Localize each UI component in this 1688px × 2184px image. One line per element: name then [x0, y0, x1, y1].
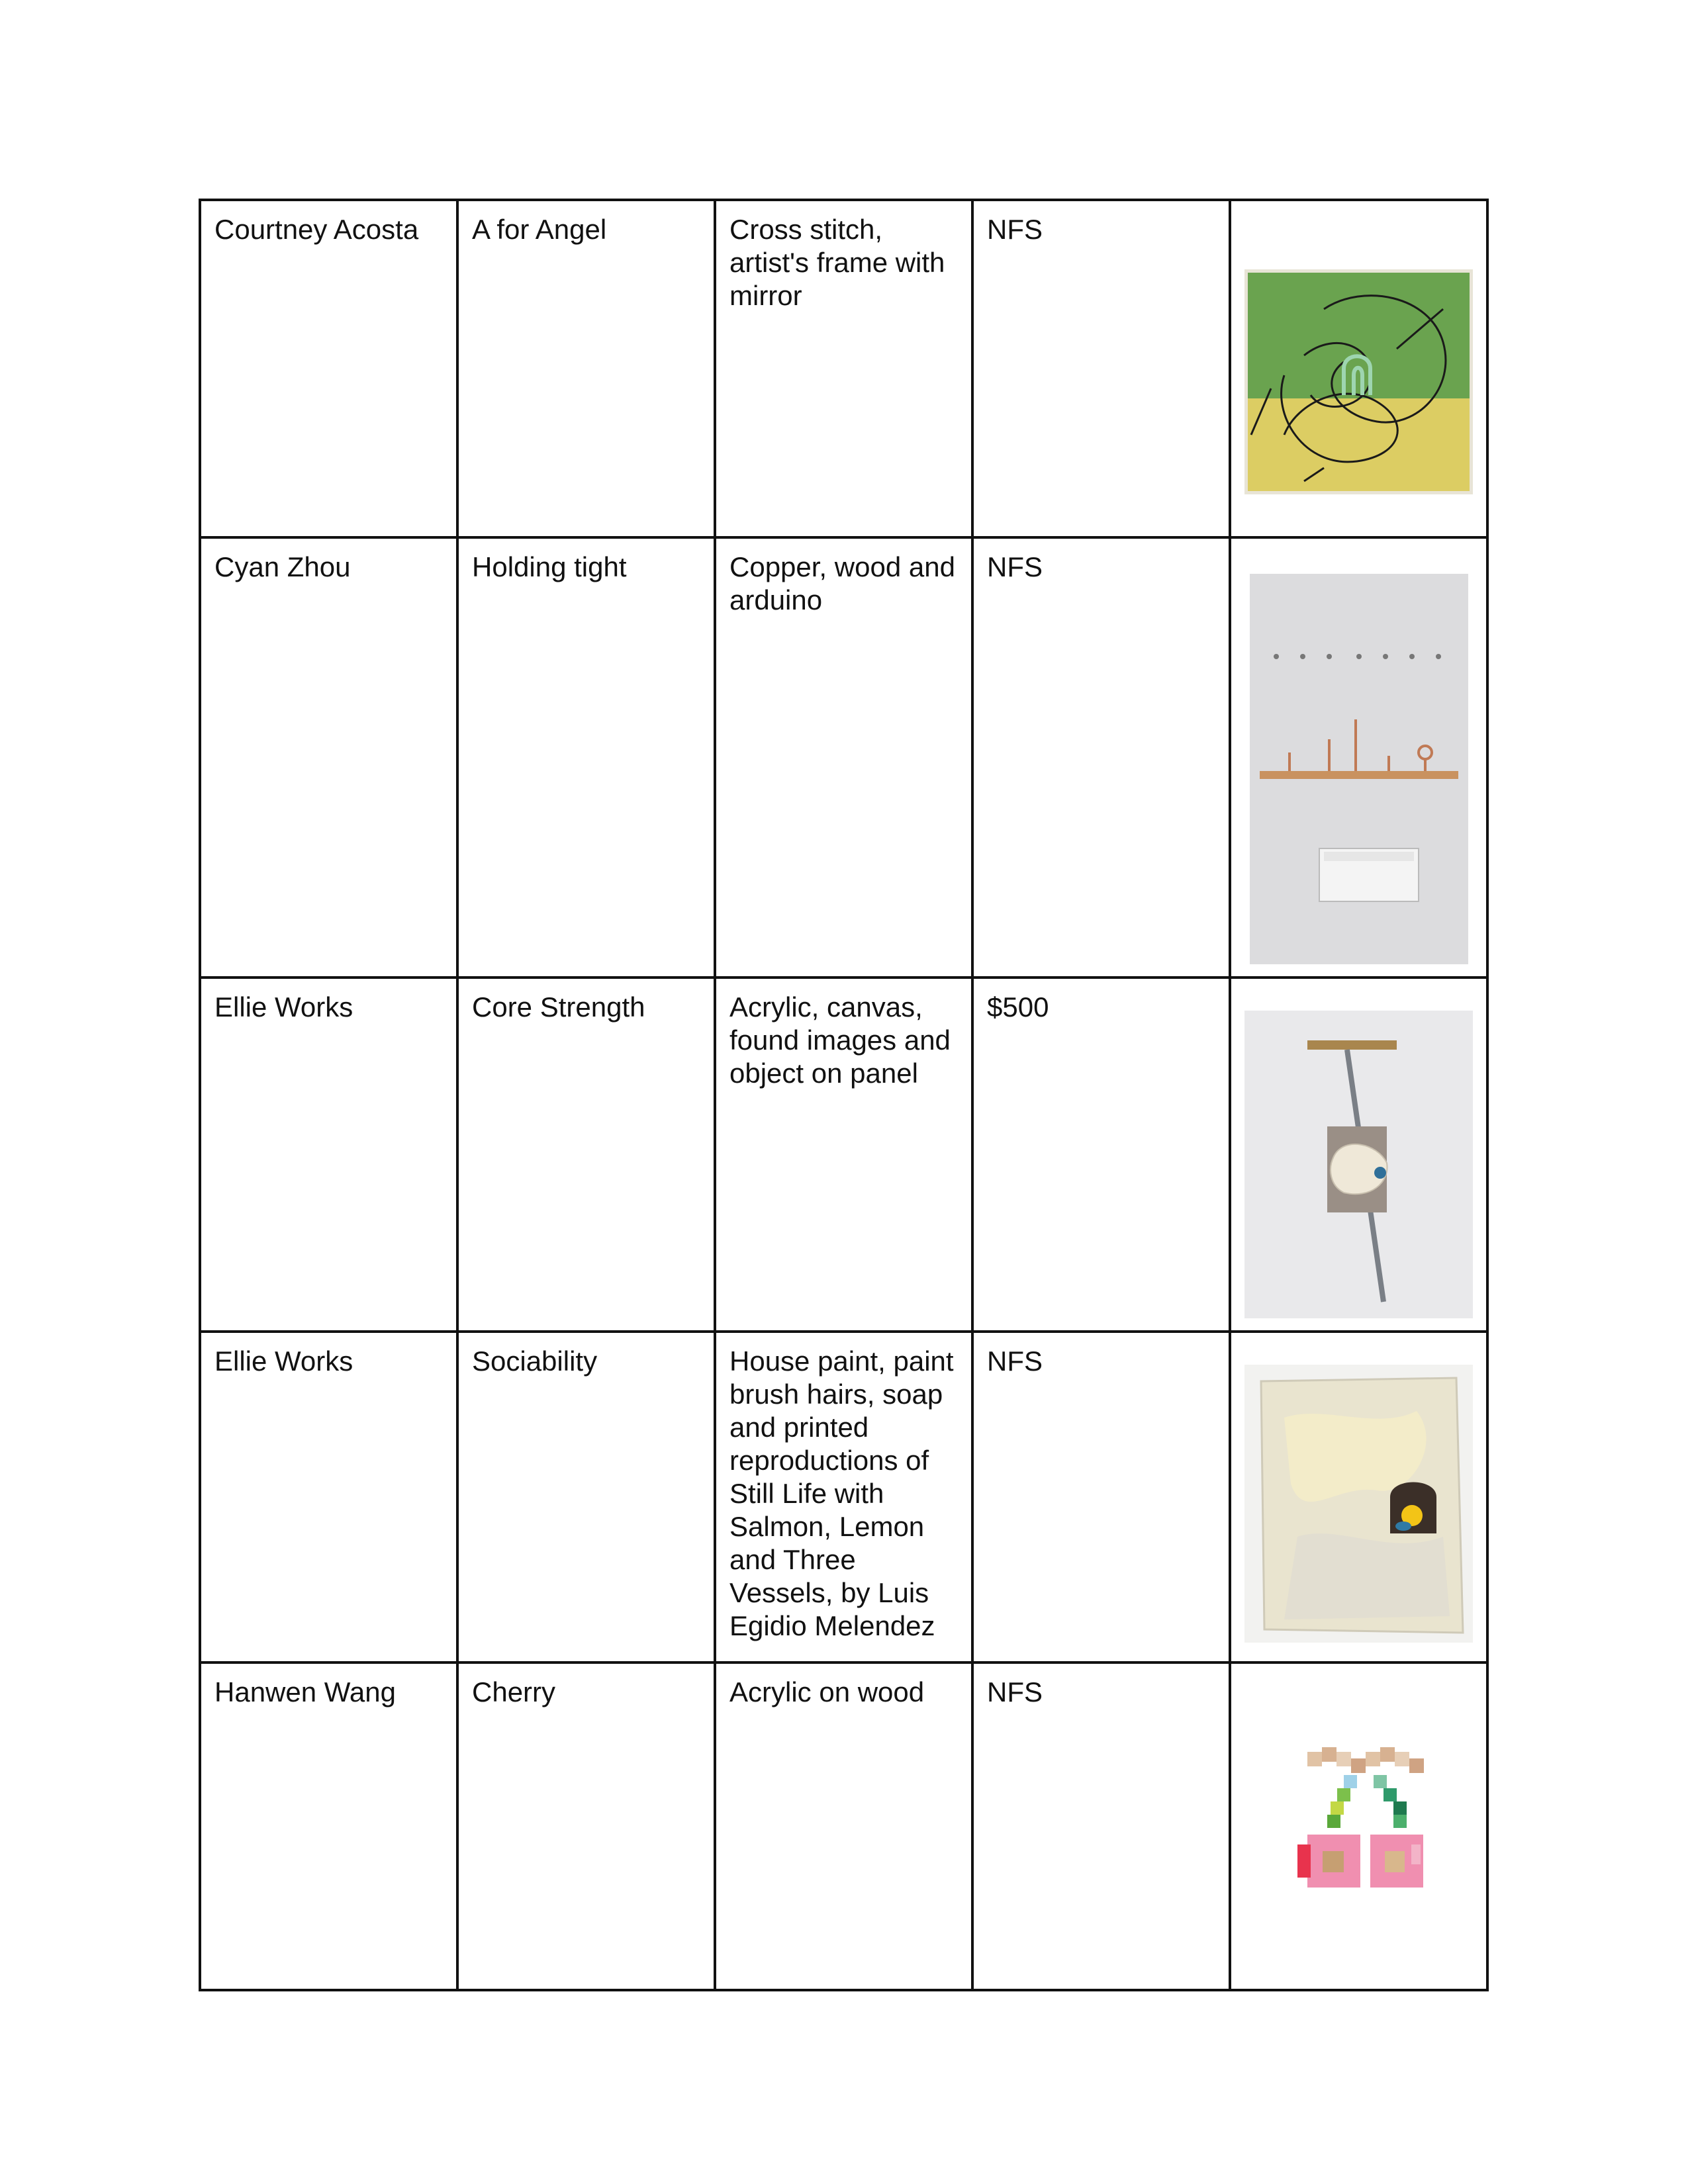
table-row	[200, 1332, 1487, 1662]
medium-cell: Acrylic, canvas, found images and object on panel	[715, 978, 972, 1332]
rod-and-panel-artwork-image	[1244, 1011, 1473, 1318]
artworks-table	[199, 199, 1489, 1991]
image-cell	[1230, 1662, 1487, 1990]
title-cell: Holding tight	[457, 537, 715, 978]
title-cell: Cherry	[457, 1662, 715, 1990]
artist-cell: Courtney Acosta	[200, 200, 457, 537]
artist-cell: Cyan Zhou	[200, 537, 457, 978]
table-row	[200, 1662, 1487, 1990]
image-cell	[1230, 978, 1487, 1332]
copper-shelf-installation-image	[1250, 574, 1468, 964]
artist-cell: Ellie Works	[200, 978, 457, 1332]
table-row	[200, 537, 1487, 978]
price-cell: $500	[972, 978, 1230, 1332]
medium-cell: Acrylic on wood	[715, 1662, 972, 1990]
medium-cell: Copper, wood and arduino	[715, 537, 972, 978]
table-row	[200, 978, 1487, 1332]
title-cell: A for Angel	[457, 200, 715, 537]
image-cell	[1230, 537, 1487, 978]
textured-white-panel-image	[1244, 1365, 1473, 1643]
cross-stitch-artwork-image	[1244, 269, 1473, 494]
medium-cell: Cross stitch, artist's frame with mirror	[715, 200, 972, 537]
price-cell: NFS	[972, 200, 1230, 537]
price-cell: NFS	[972, 1332, 1230, 1662]
artist-cell: Ellie Works	[200, 1332, 457, 1662]
table-row	[200, 200, 1487, 537]
title-cell: Core Strength	[457, 978, 715, 1332]
price-cell: NFS	[972, 1662, 1230, 1990]
title-cell: Sociability	[457, 1332, 715, 1662]
image-cell	[1230, 200, 1487, 537]
price-cell: NFS	[972, 537, 1230, 978]
image-cell	[1230, 1332, 1487, 1662]
pixel-cherry-artwork-image	[1244, 1702, 1473, 1954]
medium-cell: House paint, paint brush hairs, soap and printed reproductions of Still Life with Salmon, Lemon and Three Vessels, by Luis Egidio Melendez	[715, 1332, 972, 1662]
artist-cell: Hanwen Wang	[200, 1662, 457, 1990]
